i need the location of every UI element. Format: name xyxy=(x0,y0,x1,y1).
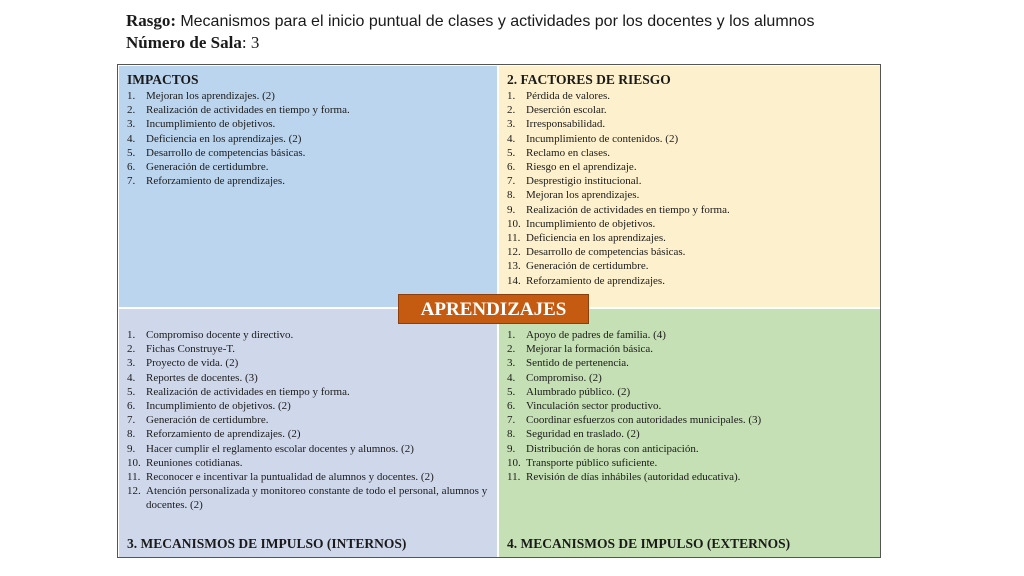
list-item-number: 5. xyxy=(127,385,136,398)
list-item-number: 2. xyxy=(507,104,516,117)
sala-line: Número de Sala: 3 xyxy=(126,33,260,52)
list-item-text: Pérdida de valores. xyxy=(526,90,610,102)
list-item xyxy=(127,399,489,413)
list-item xyxy=(507,427,872,441)
list-item xyxy=(127,427,489,441)
list-item-number: 7. xyxy=(127,414,136,427)
list-item-text: Desarrollo de competencias básicas. xyxy=(146,146,306,159)
list-item-number: 4. xyxy=(507,132,516,145)
list-item xyxy=(127,174,489,188)
list-item-number: 8. xyxy=(507,189,516,202)
list-item-number: 9. xyxy=(507,442,516,455)
list-item-number: 10. xyxy=(507,456,521,469)
list-item-text: Compromiso. (2) xyxy=(526,371,602,384)
list-item xyxy=(127,470,489,484)
list-item xyxy=(507,342,872,356)
list-item xyxy=(127,356,489,370)
list-item-text: Hacer cumplir el reglamento escolar docentes y alumnos. (2) xyxy=(146,442,414,455)
list-item xyxy=(127,342,489,356)
list-item-text: Realización de actividades en tiempo y forma. xyxy=(146,104,350,117)
list-item-number: 3. xyxy=(507,357,516,370)
list-item xyxy=(127,328,489,342)
list-item xyxy=(507,456,872,470)
list-item xyxy=(127,146,489,160)
list-item xyxy=(507,217,872,231)
list-item xyxy=(507,399,872,413)
list-item-number: 5. xyxy=(507,385,516,398)
externos-title: 4. MECANISMOS DE IMPULSO (EXTERNOS) xyxy=(507,536,791,551)
list-item-text: Incumplimiento de objetivos. xyxy=(146,118,276,131)
list-item xyxy=(127,103,489,117)
list-item xyxy=(507,174,872,188)
list-item xyxy=(127,456,489,470)
list-item-text: Reforzamiento de aprendizajes. xyxy=(146,175,285,188)
list-item-number: 13. xyxy=(507,260,521,273)
list-item-text: Mejoran los aprendizajes. xyxy=(526,189,640,202)
list-item xyxy=(507,132,872,146)
list-item-number: 8. xyxy=(507,428,516,441)
list-item-number: 5. xyxy=(127,146,136,159)
list-item-text: Reuniones cotidianas. xyxy=(146,456,243,469)
rasgo-text: Mecanismos para el inicio puntual de clases y actividades por los docentes y los alumnos xyxy=(180,13,815,30)
list-item-number: 7. xyxy=(507,414,516,427)
list-item-text: Desprestigio institucional. xyxy=(526,175,642,188)
list-item-number: 9. xyxy=(507,203,516,216)
list-item xyxy=(507,188,872,202)
list-item-number: 5. xyxy=(507,146,516,159)
list-item-number: 2. xyxy=(127,104,136,117)
list-item-number: 8. xyxy=(127,428,136,441)
list-item xyxy=(507,103,872,117)
list-item-number: 3. xyxy=(507,118,516,131)
list-item-text: Generación de certidumbre. xyxy=(146,161,269,174)
list-item-text: Generación de certidumbre. xyxy=(526,260,649,273)
list-item-number: 3. xyxy=(127,118,136,131)
internos-quadrant xyxy=(119,309,497,557)
list-item-number: 1. xyxy=(127,329,136,341)
externos-list xyxy=(507,328,872,484)
list-item-text: Distribución de horas con anticipación. xyxy=(526,442,699,455)
list-item-number: 11. xyxy=(507,471,521,484)
list-item-text: Generación de certidumbre. xyxy=(146,414,269,427)
list-item xyxy=(507,245,872,259)
list-item xyxy=(507,89,872,103)
list-item-text: Deficiencia en los aprendizajes. xyxy=(526,232,666,245)
list-item xyxy=(507,442,872,456)
list-item-text: Reforzamiento de aprendizajes. (2) xyxy=(146,428,301,441)
list-item xyxy=(507,231,872,245)
list-item-text: Proyecto de vida. (2) xyxy=(146,357,239,370)
list-item xyxy=(507,356,872,370)
list-item-text: Irresponsabilidad. xyxy=(526,118,606,131)
center-label: APRENDIZAJES xyxy=(398,294,589,324)
list-item-text: Desarrollo de competencias básicas. xyxy=(526,246,686,259)
internos-list xyxy=(127,328,489,513)
list-item-number: 4. xyxy=(127,371,136,384)
list-item xyxy=(507,274,872,288)
sala-label: Número de Sala xyxy=(126,33,242,52)
list-item-number: 9. xyxy=(127,442,136,455)
list-item-number: 6. xyxy=(507,161,516,174)
list-item-text: Coordinar esfuerzos con autoridades municipales. (3) xyxy=(526,414,762,427)
factores-list xyxy=(507,89,872,288)
impactos-title: IMPACTOS xyxy=(127,72,199,87)
list-item-text: Seguridad en traslado. (2) xyxy=(526,428,640,441)
list-item xyxy=(127,413,489,427)
list-item-number: 11. xyxy=(127,471,141,484)
list-item-number: 1. xyxy=(507,90,516,102)
rasgo-line: Rasgo: Mecanismos para el inicio puntual de clases y actividades por los docentes y los alumnos xyxy=(126,11,815,30)
list-item-text: Apoyo de padres de familia. (4) xyxy=(526,329,666,341)
list-item xyxy=(507,328,872,342)
list-item-text: Reclamo en clases. xyxy=(526,146,610,159)
list-item-text: Transporte público suficiente. xyxy=(526,456,658,469)
list-item-number: 6. xyxy=(507,400,516,413)
list-item-text: Atención personalizada y monitoreo constante de todo el personal, alumnos y docentes. (2) xyxy=(146,485,488,512)
impactos-quadrant xyxy=(119,66,497,307)
list-item-text: Sentido de pertenencia. xyxy=(526,357,629,370)
list-item-number: 11. xyxy=(507,232,521,245)
list-item xyxy=(127,132,489,146)
list-item xyxy=(507,371,872,385)
list-item-text: Vinculación sector productivo. xyxy=(526,400,662,413)
list-item-number: 7. xyxy=(507,175,516,188)
list-item xyxy=(127,160,489,174)
list-item-text: Reportes de docentes. (3) xyxy=(146,371,258,384)
list-item-text: Revisión de días inhábiles (autoridad educativa). xyxy=(526,471,741,484)
list-item-text: Reforzamiento de aprendizajes. xyxy=(526,274,665,287)
list-item-text: Mejorar la formación básica. xyxy=(526,343,654,356)
list-item-text: Incumplimiento de objetivos. (2) xyxy=(146,400,291,413)
sala-value: 3 xyxy=(250,33,260,52)
list-item-number: 7. xyxy=(127,175,136,188)
factores-title: 2. FACTORES DE RIESGO xyxy=(507,72,671,87)
list-item-text: Deserción escolar. xyxy=(526,104,607,117)
list-item xyxy=(127,442,489,456)
list-item xyxy=(507,385,872,399)
list-item-text: Compromiso docente y directivo. xyxy=(146,329,294,341)
list-item-number: 1. xyxy=(507,329,516,341)
page-header xyxy=(126,10,1006,53)
list-item-text: Riesgo en el aprendizaje. xyxy=(526,161,637,174)
list-item-text: Incumplimiento de objetivos. xyxy=(526,217,656,230)
list-item xyxy=(507,117,872,131)
list-item xyxy=(507,160,872,174)
list-item-number: 6. xyxy=(127,161,136,174)
list-item xyxy=(507,203,872,217)
list-item-text: Alumbrado público. (2) xyxy=(526,385,631,398)
list-item-number: 12. xyxy=(507,246,521,259)
list-item xyxy=(507,470,872,484)
list-item-number: 10. xyxy=(127,456,141,469)
list-item-number: 6. xyxy=(127,400,136,413)
list-item xyxy=(127,385,489,399)
rasgo-label: Rasgo xyxy=(126,11,171,30)
internos-title: 3. MECANISMOS DE IMPULSO (INTERNOS) xyxy=(127,536,407,551)
list-item xyxy=(127,117,489,131)
list-item-number: 14. xyxy=(507,274,521,287)
list-item xyxy=(507,146,872,160)
list-item xyxy=(127,89,489,103)
list-item xyxy=(127,371,489,385)
list-item-number: 4. xyxy=(127,132,136,145)
list-item-number: 10. xyxy=(507,217,521,230)
list-item-number: 3. xyxy=(127,357,136,370)
list-item-text: Fichas Construye-T. xyxy=(146,343,236,356)
list-item-number: 2. xyxy=(127,343,136,356)
list-item-text: Incumplimiento de contenidos. (2) xyxy=(526,132,679,145)
list-item-text: Realización de actividades en tiempo y forma. xyxy=(526,203,730,216)
factores-quadrant xyxy=(499,66,880,307)
list-item xyxy=(507,413,872,427)
list-item-number: 2. xyxy=(507,343,516,356)
list-item-number: 1. xyxy=(127,90,136,102)
list-item-number: 4. xyxy=(507,371,516,384)
list-item-text: Reconocer e incentivar la puntualidad de alumnos y docentes. (2) xyxy=(146,471,434,484)
list-item xyxy=(507,259,872,273)
externos-quadrant xyxy=(499,309,880,557)
list-item-text: Mejoran los aprendizajes. (2) xyxy=(146,90,275,102)
list-item-text: Deficiencia en los aprendizajes. (2) xyxy=(146,132,302,145)
list-item xyxy=(127,484,489,512)
impactos-list xyxy=(127,89,489,188)
list-item-text: Realización de actividades en tiempo y forma. xyxy=(146,385,350,398)
list-item-number: 12. xyxy=(127,485,141,498)
